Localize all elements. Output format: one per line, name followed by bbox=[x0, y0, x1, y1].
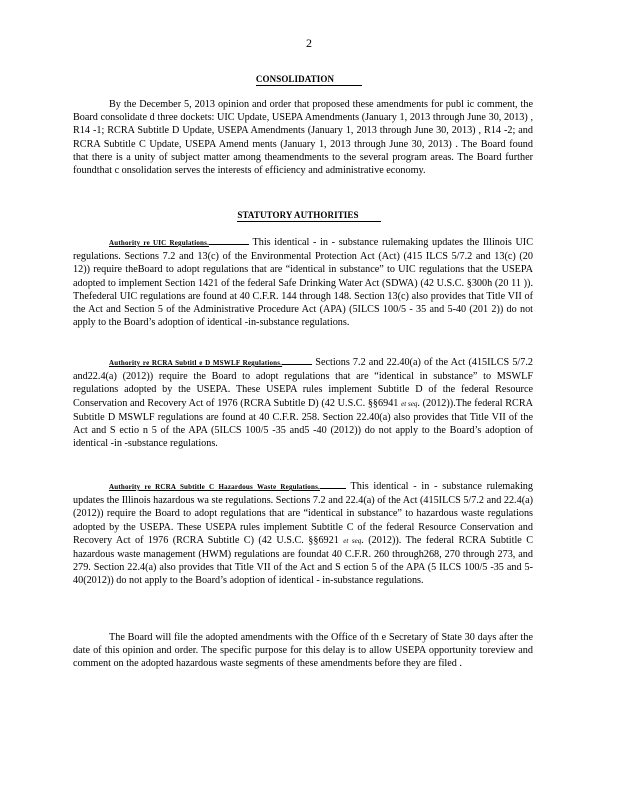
mswlf-authority-body-1: Sections 7.2 and 22.40(a) of the Act (415ILCS 5/7.2 and22.4(a) (2012)) require the Board to adopt regulations that are “identical in substance” to MSWLF regulations adopted by the USEPA. These USEPA rules implement Subtitle D of the federal Resource Conservation and Recovery Act of 1976 (RCRA Subtitle D) (42 U.S.C. §§6941 bbox=[73, 357, 534, 409]
mswlf-authority-paragraph bbox=[73, 356, 533, 450]
mswlf-authority-body-2: . (2012)).The federal RCRA Subtitle D MSWLF regulations are found at 40 C.F.R. 258. Section 22.40(a) also provides that Title VII of the Act and S ectio n 5 of the APA (5ILCS 100/5 -35 and5 -40 (2012)) do not apply to the Board’s adoption of identical -in -substance regulations. bbox=[73, 397, 533, 450]
statutory-authorities-heading bbox=[0, 210, 618, 222]
hazardous-waste-authority-body-1: This identical - in - substance rulemaking updates the Illinois hazardous wa ste regulations. Sections 7.2 and 22.4(a) of the Act (415ILCS 5/7.2 and 22.4(a) (2012)) require the Board to adopt regulations that are “identical in substance” to hazardous waste regulations adopted by the USEPA. These USEPA rules implement Subtitle C of the federal Resource Conservation and Recovery Act of 1976 (RCRA Subtitle C) (42 U.S.C. §§6921 bbox=[73, 481, 533, 546]
hazardous-waste-authority-lead: Authority re RCRA Subtitle C Hazardous Waste Regulations. bbox=[109, 483, 320, 491]
uic-authority-body: This identical - in - substance rulemaking updates the Illinois UIC regulations. Sections 7.2 and 13(c) of the Environmental Protection Act (Act) (415 ILCS 5/7.2 and 13(c) (20 12)) require theBoard to adopt regulations that are “identical in substance” to UIC regulations that the USEPA adopted to implement Section 1421 of the federal Safe Drinking Water Act (SDWA) (42 U.S.C. §300h (20 11 )). Thefederal UIC regulations are found at 40 C.F.R. 144 through 148. Section 13(c) also provides that Title VII of the Act and Section 5 of the Administrative Procedure Act (APA) (5ILCS 100/5 - 35 and 5-40 (201 2)) do not apply to the Board’s adoption of identical -in-substance regulations. bbox=[73, 237, 533, 329]
filing-paragraph: The Board will file the adopted amendments with the Office of th e Secretary of State 30 days after the date of this opinion and order. The specific purpose for this delay is to allow USEPA opportunity toreview and comment on the adopted hazardous waste segments of these amendments before they are filed . bbox=[73, 632, 533, 670]
mswlf-lead-underline bbox=[282, 356, 312, 365]
mswlf-et-seq: et seq bbox=[401, 399, 418, 408]
hazardous-waste-authority-body-2: . (2012)). The federal RCRA Subtitle C hazardous waste management (HWM) regulations are foundat 40 C.F.R. 260 through268, 270 through 273, and 279. Section 22.4(a) also provides that Title VII of the Act and S ection 5 of the APA (5 ILCS 100/5 -35 and 5-40(2012)) do not apply to the Board’s adoption of identical - in-substance regulations. bbox=[73, 534, 534, 587]
hazardous-waste-et-seq: et seq bbox=[343, 536, 362, 545]
uic-lead-underline bbox=[209, 236, 249, 245]
hazardous-waste-lead-underline bbox=[320, 480, 346, 489]
consolidation-paragraph: By the December 5, 2013 opinion and order that proposed these amendments for publ ic comment, the Board consolidate d three dockets: UIC Update, USEPA Amendments (January 1, 2013 through June 30, 2013) , R14 -1; RCRA Subtitle D Update, USEPA Amendments (January 1, 2013 through June 30, 2013) , R14 -2; and RCRA Subtitle C Update, USEPA Amend ments (January 1, 2013 through June 30, 2013) . The Board found that there is a unity of subject matter among theamendments to the several program areas. The Board further foundthat c onsolidation serves the interests of efficiency and administrative economy. bbox=[73, 99, 533, 177]
mswlf-authority-lead: Authority re RCRA Subtitl e D MSWLF Regulations. bbox=[109, 359, 283, 367]
uic-authority-lead: Authority re UIC Regulations. bbox=[109, 239, 210, 247]
consolidation-heading bbox=[0, 74, 618, 86]
statutory-authorities-heading-text: STATUTORY AUTHORITIES bbox=[237, 210, 380, 222]
page-number: 2 bbox=[306, 36, 312, 50]
consolidation-heading-text: CONSOLIDATION bbox=[256, 74, 362, 86]
uic-authority-paragraph bbox=[73, 236, 533, 329]
hazardous-waste-authority-paragraph bbox=[73, 480, 533, 588]
